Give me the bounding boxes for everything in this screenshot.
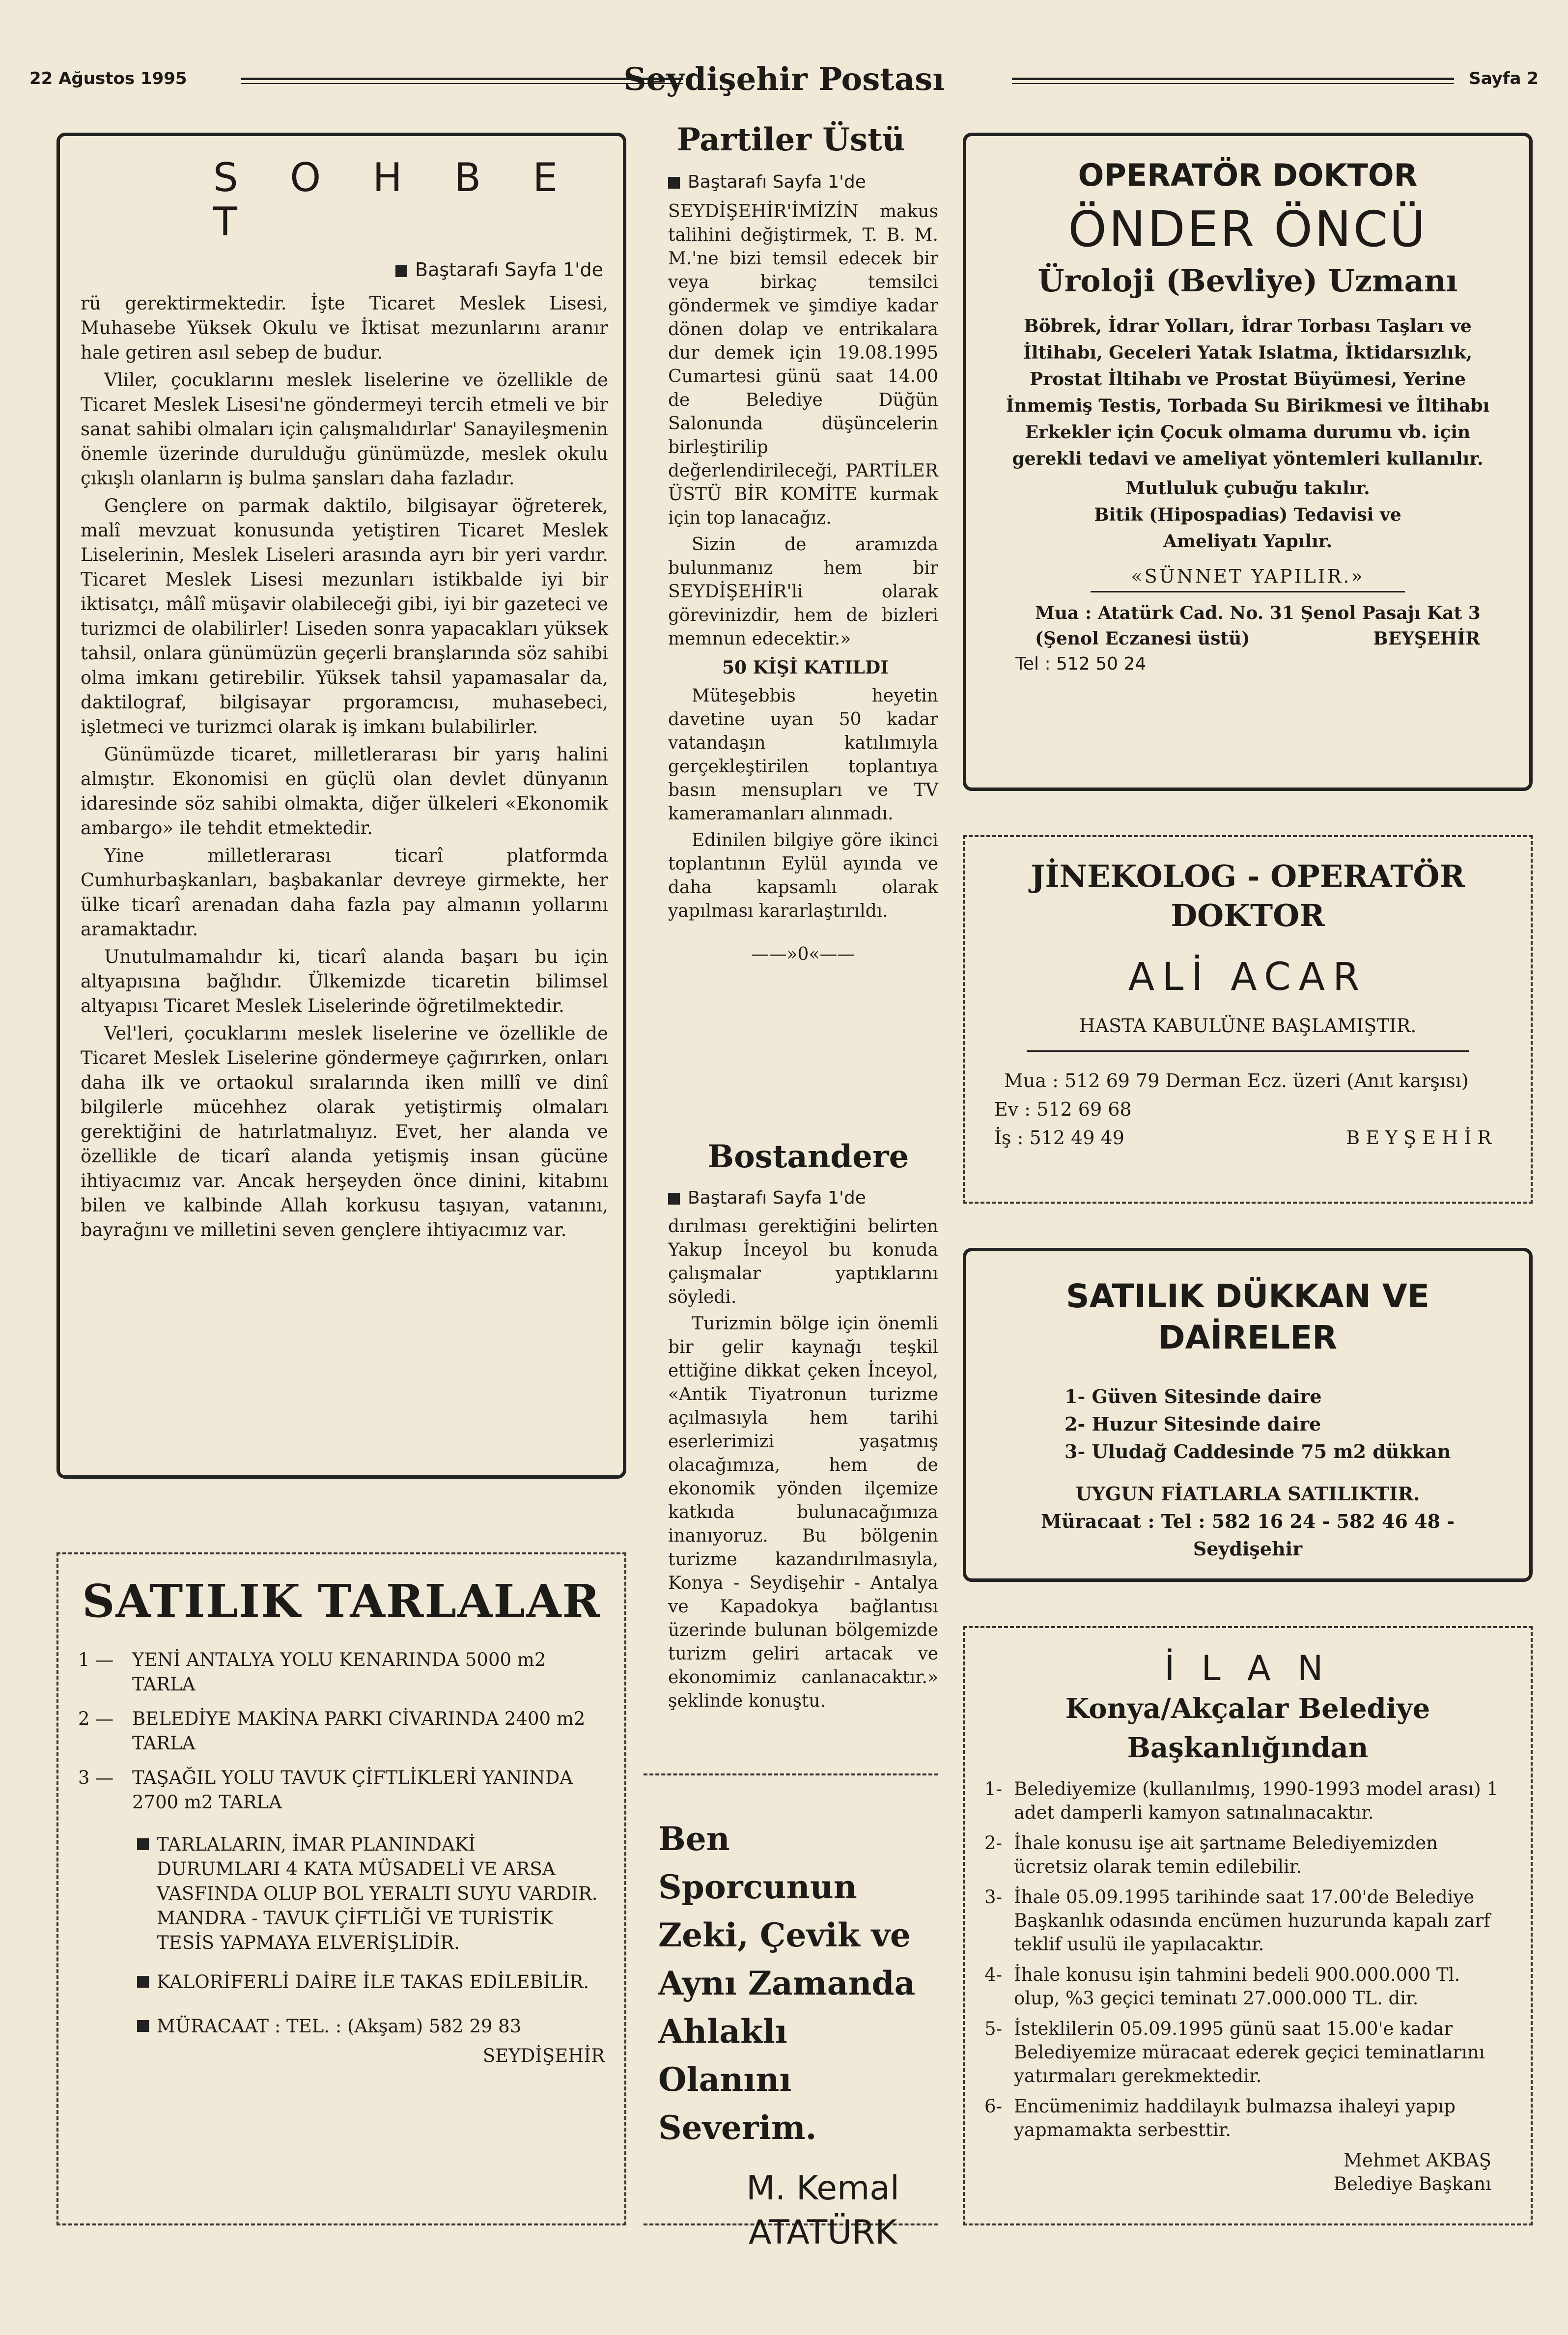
list-item <box>78 1832 605 1955</box>
paragraph: Müteşebbis heyetin davetine uyan 50 kadar vatandaşın katılımıyla gerçekleştirilen toplantıya basın mensupları ve TV kameramanları alınmadı. <box>668 686 938 824</box>
contact-text: MÜRACAAT : TEL. : (Akşam) 582 29 83 <box>157 2016 522 2037</box>
specialty: Üroloji (Bevliye) Uzmanı <box>1037 263 1458 299</box>
quote-line: Zeki, Çevik ve <box>658 1916 911 1954</box>
item-text: Belediyemize (kullanılmış, 1990-1993 model arası) 1 adet damperli kamyon satınalınacaktır. <box>1014 1778 1499 1823</box>
signer-name: Mehmet AKBAŞ <box>1344 2150 1491 2171</box>
issue-date: 22 Ağustos 1995 <box>29 69 187 88</box>
item-text: İhale konusu işe ait şartname Belediyemizden ücretsiz olarak temin edilebilir. <box>1014 1832 1438 1877</box>
paragraph: Unutulmamalıdır ki, ticarî alanda başarı bu için altyapısına bağlıdır. Ülkemizde ticaretin bilimsel altyapısı Ticaret Meslek Liselerinde öğretilmektedir. <box>81 946 608 1016</box>
quote-line: Ben Sporcunun <box>658 1820 857 1906</box>
item-number: 4- <box>984 1964 1003 1985</box>
city: B E Y Ş E H İ R <box>1346 1127 1491 1149</box>
continued-label: Baştarafı Sayfa 1'de <box>415 259 603 281</box>
quote-line: Aynı Zamanda <box>658 1964 916 2002</box>
address-line: (Şenol Eczanesi üstü) <box>1035 628 1250 649</box>
partiler-title: Partiler Üstü <box>676 121 905 158</box>
bullet-icon <box>668 1193 680 1205</box>
list-item <box>984 1831 1511 1879</box>
bostandere-continued <box>668 1188 938 1208</box>
partiler-article <box>644 118 938 1150</box>
city: BEYŞEHİR <box>1373 628 1480 649</box>
bostandere-body <box>644 1215 938 1713</box>
tarlalar-ad <box>56 1552 626 2225</box>
contact-line <box>78 2014 605 2039</box>
item-text: BELEDİYE MAKİNA PARKI CİVARINDA 2400 m2 TARLA <box>132 1708 586 1754</box>
item-number: 3 — <box>78 1767 114 1788</box>
dukkan-title <box>986 1276 1510 1358</box>
item-text: YENİ ANTALYA YOLU KENARINDA 5000 m2 TARLA <box>132 1649 546 1695</box>
quote-line: Ahlaklı Olanını <box>658 2012 792 2099</box>
page-number: Sayfa 2 <box>1469 69 1539 88</box>
author-line: M. Kemal <box>746 2169 899 2208</box>
quote-author <box>658 2166 928 2255</box>
partiler-body <box>644 200 938 966</box>
paragraph: Günümüzde ticaret, milletlerarası bir yarış halini almıştır. Ekonomisi en güçlü olan devlet dünyanın idaresinde söz sahibi olmakta, diğer ülkeleri «Ekonomik ambargo» ile tehdit etmektedir. <box>81 744 608 839</box>
paragraph: Turizmin bölge için önemli bir gelir kaynağı teşkil ettiğine dikkat çeken İnceyol, «Antik Tiyatronun turizme açılmasıyla hem tarihi eserlerimizi yaşatmış olacağımıza, hem de ekonomik yönden ilçemize katkıda bulunacağımıza inanıyoruz. Bu bölgenin turizme kazandırılmasıyla, Konya - Seydişehir - Antalya ve Kapadokya bağlantısı üzerinde bulunan bölgemizde turizm geliri artacak ve ekonomimiz canlanacaktır.» şeklinde konuştu. <box>668 1314 938 1711</box>
divider <box>1091 591 1405 592</box>
ilan-subtitle: Konya/Akçalar Belediye Başkanlığından <box>1065 1692 1430 1764</box>
bullet-icon <box>137 2020 149 2032</box>
quote-text <box>658 1815 928 2152</box>
bostandere-article <box>644 1135 938 1783</box>
masthead-rule-left <box>241 78 683 84</box>
divider <box>1027 1050 1469 1052</box>
service-line: Mutluluk çubuğu takılır. <box>1125 478 1370 499</box>
paragraph: Gençlere on parmak daktilo, bilgisayar öğreterek, malî mevzuat konusunda yetiştiren Ticaret Meslek Liselerinin, Meslek Liseleri arasında ayrı bir yeri vardır. Ticaret Meslek Lisesi mezunları istikbalde iyi bir iktisatçı, mâlî müşavir olabileceği gibi, iyi bir gazeteci ve turizmci de olabilirler! Liseden sonra yapacakları yüksek tahsil, onlara günümüzün geçerli branşlarında söz sahibi olma imkanı getirebilir. Yüksek tahsil yapamasalar da, daktilograf, bilgisayar prgoramcısı, muhasebeci, işletmeci ve turizmci olarak iş imkanı bulabilirler. <box>81 495 608 737</box>
quote-line: Severim. <box>658 2109 817 2147</box>
sohbet-article <box>56 133 626 1479</box>
item-number: 1- <box>984 1778 1003 1800</box>
item-number: 3- <box>984 1886 1003 1908</box>
doctor-name: ÖNDER ÖNCÜ <box>1068 200 1428 258</box>
title-line: DAİRELER <box>1158 1319 1338 1356</box>
list-item: 3- Uludağ Caddesinde 75 m2 dükkan <box>1064 1440 1451 1463</box>
phone: Tel : 512 50 24 <box>1015 654 1147 674</box>
masthead <box>29 54 1539 108</box>
list-item: 2- Huzur Sitesinde daire <box>1064 1413 1321 1435</box>
item-text: TARLALARIN, İMAR PLANINDAKİ DURUMLARI 4 KATA MÜSADELİ VE ARSA VASFINDA OLUP BOL YERALTI SUYU VARDIR. MANDRA - TAVUK ÇİFTLİĞİ VE TURİSTİK TESİS YAPMAYA ELVERİŞLİDİR. <box>157 1834 598 1953</box>
city: SEYDİŞEHİR <box>482 2045 605 2066</box>
list-item <box>984 2017 1511 2088</box>
bullet-icon <box>137 1838 149 1850</box>
tarlalar-title: SATILIK TARLALAR <box>82 1575 601 1628</box>
paragraph: Vel'leri, çocuklarını meslek liselerine ve özellikle de Ticaret Meslek Liselerine göndermeye çağırırken, onları daha ilk ve ortaokul sıralarında iken millî ve dinî bilgilerle mücehhez olarak yetiştirmiş olmaları gerektiğini de hatırlatmalıyız. Evet, her alanda ve özellikle de ticarî alanda yetişmiş insan gücüne ihtiyacımız var. Ancak herşeyden önce dinini, kitabını bilen ve kalbinde Allah korkusu taşıyan, vatanını, bayrağını ve milletini seven gençlere ihtiyacımız var. <box>81 1023 608 1240</box>
jinekolog-ad <box>963 835 1533 1204</box>
list-item <box>984 1777 1511 1825</box>
list-item <box>984 1885 1511 1956</box>
sohbet-continued <box>81 259 603 281</box>
item-number: 2- <box>984 1832 1003 1854</box>
ilan-title: İ L A N <box>1164 1648 1331 1688</box>
bostandere-title: Bostandere <box>707 1138 909 1175</box>
ilan-notice <box>963 1626 1533 2225</box>
item-number: 5- <box>984 2018 1003 2039</box>
jinekolog-title: JİNEKOLOG - OPERATÖR DOKTOR <box>1031 858 1465 933</box>
address-line: Mua : Atatürk Cad. No. 31 Şenol Pasajı Kat 3 <box>1035 603 1481 623</box>
list-item <box>78 1648 605 1697</box>
bullet-icon <box>668 177 680 189</box>
paragraph: Edinilen bilgiye göre ikinci toplantının Eylül ayında ve daha kapsamlı olarak yapılması kararlaştırıldı. <box>668 830 938 921</box>
sohbet-body <box>81 291 608 1242</box>
separator: ——»0«—— <box>751 944 855 964</box>
item-text: TAŞAĞIL YOLU TAVUK ÇİFTLİKLERİ YANINDA 2700 m2 TARLA <box>132 1767 573 1813</box>
contact-row <box>984 1124 1511 1152</box>
continued-label: Baştarafı Sayfa 1'de <box>688 1188 866 1208</box>
partiler-continued <box>668 172 938 192</box>
dukkan-ad <box>963 1248 1533 1582</box>
notice: HASTA KABULÜNE BAŞLAMIŞTIR. <box>1079 1015 1417 1037</box>
list-item: 1- Güven Sitesinde daire <box>1064 1385 1322 1407</box>
operator-title: OPERATÖR DOKTOR <box>1078 157 1418 193</box>
bullet-icon <box>137 1976 149 1988</box>
item-text: Encümenimiz haddilayık bulmazsa ihaleyi yapıp yapmamakta serbesttir. <box>1014 2096 1456 2140</box>
item-number: 6- <box>984 2096 1003 2117</box>
list-item <box>78 1766 605 1815</box>
list-item <box>78 1970 605 1995</box>
item-text: İhale konusu işin tahmini bedeli 900.000.000 Tl. olup, %3 geçici teminatı 27.000.000 TL. dir. <box>1014 1964 1460 2009</box>
address-row <box>986 626 1510 651</box>
item-text: İhale 05.09.1995 tarihinde saat 17.00'de Belediye Başkanlık odasında encümen huzurunda kapalı zarf teklif usulü ile yapılacaktır. <box>1014 1886 1490 1955</box>
continued-label: Baştarafı Sayfa 1'de <box>688 172 866 192</box>
newspaper-title: Seydişehir Postası <box>623 61 945 98</box>
item-text: İsteklilerin 05.09.1995 günü saat 15.00'e kadar Belediyemize müracaat ederek geçici teminatlarını yatırmaları gerekmektedir. <box>1014 2018 1485 2086</box>
item-number: 1 — <box>78 1649 114 1670</box>
list-item <box>984 1963 1511 2010</box>
tarlalar-list <box>78 1648 605 2068</box>
contact: Müracaat : Tel : 582 16 24 - 582 46 48 - Seydişehir <box>1040 1510 1455 1560</box>
title-line: SATILIK DÜKKAN VE <box>1066 1277 1429 1315</box>
signature-block <box>984 2149 1511 2196</box>
operator-doctor-ad <box>963 133 1533 791</box>
ilan-list <box>984 1777 1511 2142</box>
item-text: KALORİFERLİ DAİRE İLE TAKAS EDİLEBİLİR. <box>157 1971 589 1993</box>
list-item <box>78 1707 605 1756</box>
list-item <box>984 2095 1511 2142</box>
signer-title: Belediye Başkanı <box>1333 2173 1491 2194</box>
ataturk-quote <box>644 1773 938 2252</box>
price-notice: UYGUN FİATLARLA SATILIKTIR. <box>1075 1483 1420 1505</box>
bullet-icon <box>395 265 407 277</box>
paragraph: dırılması gerektiğini belirten Yakup İnceyol bu konuda çalışmalar yaptıklarını söyledi. <box>668 1216 938 1307</box>
masthead-rule-right <box>1012 78 1454 84</box>
contact-mua: Mua : 512 69 79 Derman Ecz. üzeri (Anıt karşısı) <box>1004 1070 1469 1092</box>
doctor-name: ALİ ACAR <box>1128 955 1368 999</box>
contact-is: İş : 512 49 49 <box>994 1127 1124 1149</box>
sunnet-notice: «SÜNNET YAPILIR.» <box>1131 565 1365 587</box>
subhead: 50 KİŞİ KATILDI <box>722 657 889 678</box>
paragraph: SEYDİŞEHİR'İMİZİN makus talihini değiştirmek, T. B. M. M.'ne bizi temsil edecek bir veya birkaç temsilci göndermek ve şimdiye kadar dönen dolap ve entrikalara dur demek için 19.08.1995 Cumartesi günü saat 14.00 de Belediye Düğün Salonunda düşüncelerin birleştirilip değerlendirileceği, PARTİLER ÜSTÜ BİR KOMİTE kurmak için top lanacağız. <box>668 201 938 528</box>
item-number: 2 — <box>78 1708 114 1729</box>
paragraph: Vliler, çocuklarını meslek liselerine ve özellikle de Ticaret Meslek Lisesi'ne göndermeyi tercih etmeli ve bir sanat sahibi olmaları için çalışmalıdırlar' Sanayileşmenin önemle üzerinde durulduğu günümüzde, meslek okulu çıkışlı olanların iş bulma şansları daha fazladır. <box>81 369 608 489</box>
services: Böbrek, İdrar Yolları, İdrar Torbası Taşları ve İltihabı, Geceleri Yatak Islatma, İktidarsızlık, Prostat İltihabı ve Prostat Büyümesi, Yerine İnmemiş Testis, Torbada Su Birikmesi ve İltihabı Erkekler için Çocuk olmama durumu vb. için gerekli tedavi ve ameliyat yöntemleri kullanılır. <box>1006 316 1490 469</box>
sohbet-title: S O H B E T <box>213 155 578 245</box>
contact-ev: Ev : 512 69 68 <box>994 1098 1132 1120</box>
paragraph: rü gerektirmektedir. İşte Ticaret Meslek Lisesi, Muhasebe Yüksek Okulu ve İktisat mezunlarını aranır hale getiren asıl sebep de budur. <box>81 293 608 363</box>
author-line: ATATÜRK <box>749 2213 897 2252</box>
dukkan-list <box>986 1383 1510 1465</box>
paragraph: Yine milletlerarası ticarî platformda Cumhurbaşkanları, başbakanlar devreye girmekte, her ülke ticarî arenadan daha fazla pay almanın yollarını aramaktadır. <box>81 845 608 940</box>
paragraph: Sizin de aramızda bulunmanız hem bir SEYDİŞEHİR'li olarak görevinizdir, hem de bizleri memnun edecektir.» <box>668 535 938 649</box>
service-line: Bitik (Hipospadias) Tedavisi ve Ameliyatı Yapılır. <box>1094 505 1401 552</box>
